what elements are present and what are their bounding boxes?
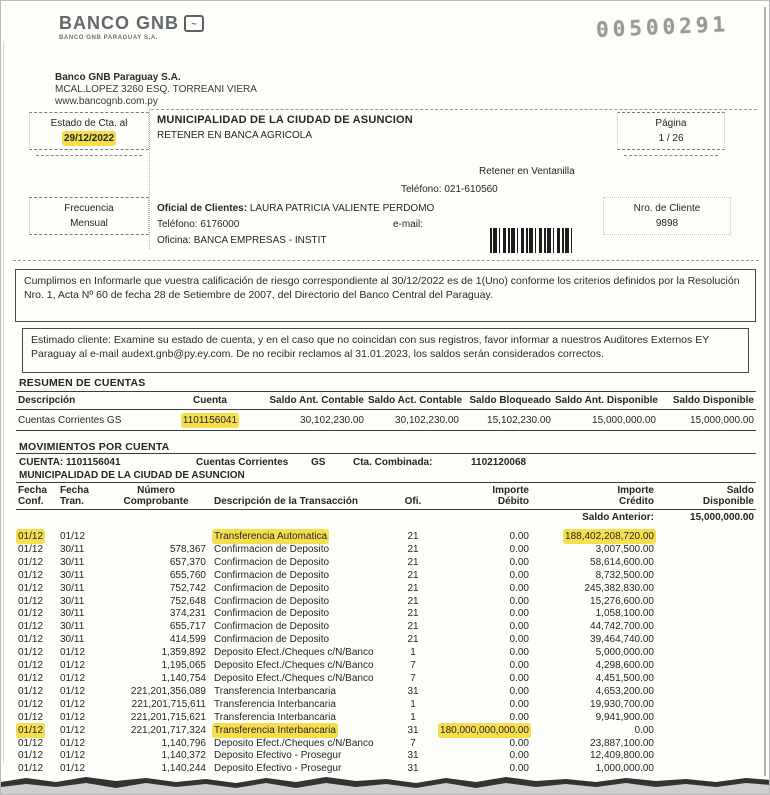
account-officer-value: LAURA PATRICIA VALIENTE PERDOMO — [249, 203, 435, 214]
txn-numero-comprobante: 1,140,372 — [161, 750, 206, 762]
txn-fecha-conf: 01/12 — [18, 621, 44, 633]
txn-importe-debito: 0.00 — [509, 737, 529, 749]
txn-importe-debito: 0.00 — [509, 685, 529, 697]
txn-fecha-conf: 01/12 — [18, 582, 44, 594]
bank-website: www.bancognb.com.py — [55, 96, 158, 107]
txn-descripcion: Transferencia Interbancaria — [214, 698, 336, 710]
col-numero-comprobante: Número Comprobante — [100, 483, 212, 510]
office-value: BANCA EMPRESAS - INSTIT — [193, 235, 327, 246]
movements-account-number: CUENTA: 1101156041 — [19, 457, 121, 468]
txn-importe-credito: 5,000,000.00 — [595, 647, 654, 659]
txn-importe-debito: 0.00 — [509, 711, 529, 723]
txn-numero-comprobante: 221,201,356,089 — [130, 685, 206, 697]
stamped-document-number: 00500291 — [595, 12, 730, 42]
previous-balance-label: Saldo Anterior: — [582, 512, 654, 523]
txn-fecha-tran: 01/12 — [60, 737, 86, 749]
txn-fecha-conf: 01/12 — [18, 660, 44, 672]
summary-saldo-ant-contable: 30,102,230.00 — [300, 415, 364, 426]
officer-phone-value: 6176000 — [200, 219, 240, 230]
summary-account-number: 1101156041 — [182, 415, 238, 426]
txn-numero-comprobante: 578,367 — [169, 543, 206, 555]
summary-saldo-ant-disponible: 15,000,000.00 — [592, 415, 656, 426]
txn-oficina: 21 — [407, 595, 419, 607]
txn-importe-credito: 3,007,500.00 — [595, 543, 654, 555]
summary-account-description: Cuentas Corrientes GS — [18, 415, 122, 426]
scan-left-edge — [3, 41, 4, 764]
txn-descripcion: Confirmacion de Deposito — [214, 569, 330, 581]
txn-importe-credito: 19,930,700.00 — [590, 698, 654, 710]
txn-fecha-tran: 30/11 — [60, 582, 85, 594]
client-number-label: Nro. de Cliente — [633, 203, 701, 214]
movements-title: MOVIMIENTOS POR CUENTA — [19, 441, 170, 453]
summary-saldo-bloqueado: 15,102,230.00 — [487, 415, 551, 426]
txn-fecha-conf: 01/12 — [18, 647, 44, 659]
transaction-row — [16, 647, 756, 660]
transaction-row — [16, 712, 756, 725]
torn-paper-edge — [1, 770, 770, 794]
txn-importe-credito: 8,732,500.00 — [595, 569, 654, 581]
col-oficina: Ofi. — [390, 483, 436, 510]
officer-phone-label: Teléfono: — [157, 219, 198, 230]
col-fecha-conf: Fecha Conf. — [16, 483, 58, 510]
transactions-body — [16, 531, 756, 776]
col-descripcion-transaccion: Descripción de la Transacción — [212, 483, 390, 510]
txn-numero-comprobante: 221,201,715,621 — [130, 711, 206, 723]
summary-row — [16, 410, 756, 431]
txn-importe-credito: 1,000,000.00 — [595, 763, 654, 775]
summary-col-saldo-act-contable: Saldo Act. Contable — [366, 392, 461, 410]
txn-descripcion: Deposito Efectivo - Prosegur — [214, 750, 342, 762]
txn-oficina: 21 — [407, 569, 419, 581]
txn-importe-credito: 4,451,500.00 — [595, 672, 654, 684]
client-number-box — [603, 197, 731, 235]
header-top-rule — [151, 109, 757, 110]
bank-name: Banco GNB Paraguay S.A. — [55, 72, 181, 83]
txn-descripcion: Deposito Efectivo - Prosegur — [214, 763, 342, 775]
txn-importe-credito: 12,409,800.00 — [590, 750, 654, 762]
col-saldo-disponible: Saldo Disponible — [656, 483, 756, 510]
txn-fecha-tran: 01/12 — [60, 685, 86, 697]
office-line — [157, 235, 327, 246]
email-label: e-mail: — [393, 219, 424, 230]
summary-saldo-disponible: 15,000,000.00 — [690, 415, 754, 426]
office-label: Oficina: — [157, 235, 191, 246]
txn-fecha-tran: 30/11 — [60, 621, 85, 633]
txn-fecha-conf: 01/12 — [18, 556, 44, 568]
txn-descripcion: Confirmacion de Deposito — [214, 621, 330, 633]
summary-col-saldo-disponible: Saldo Disponible — [658, 392, 756, 410]
movements-currency: GS — [311, 457, 326, 468]
txn-fecha-conf: 01/12 — [18, 672, 44, 684]
officer-phone-line — [157, 219, 239, 230]
txn-fecha-conf: 01/12 — [18, 750, 44, 762]
txn-oficina: 7 — [410, 660, 416, 672]
txn-importe-credito: 0.00 — [634, 724, 654, 736]
movements-entity-name: MUNICIPALIDAD DE LA CIUDAD DE ASUNCION — [19, 470, 245, 481]
transaction-row — [16, 634, 756, 647]
retener-ventanilla-note: Retener en Ventanilla — [479, 166, 575, 177]
txn-importe-debito: 0.00 — [509, 595, 529, 607]
combined-account-label: Cta. Combinada: — [353, 457, 433, 468]
txn-oficina: 21 — [407, 621, 419, 633]
txn-importe-credito: 4,653,200.00 — [595, 685, 654, 697]
barcode — [490, 228, 574, 253]
transaction-row — [16, 686, 756, 699]
txn-fecha-conf: 01/12 — [18, 685, 44, 697]
txn-importe-credito: 58,614,600.00 — [590, 556, 654, 568]
transaction-row — [16, 557, 756, 570]
txn-oficina: 31 — [407, 750, 419, 762]
previous-balance-value: 15,000,000.00 — [690, 512, 754, 523]
client-name: MUNICIPALIDAD DE LA CIUDAD DE ASUNCION — [157, 114, 413, 126]
summary-col-cuenta: Cuenta — [166, 392, 254, 410]
txn-importe-credito: 9,941,900.00 — [595, 711, 654, 723]
gnb-logo-icon: ~ — [184, 15, 204, 32]
txn-importe-credito: 1,058,100.00 — [595, 608, 654, 620]
txn-importe-debito: 0.00 — [509, 543, 529, 555]
txn-fecha-conf: 01/12 — [18, 543, 44, 555]
txn-fecha-tran: 30/11 — [60, 569, 85, 581]
txn-descripcion: Transferencia Interbancaria — [214, 685, 336, 697]
txn-oficina: 21 — [407, 634, 419, 646]
txn-importe-debito: 0.00 — [509, 698, 529, 710]
transaction-row — [16, 544, 756, 557]
summary-col-saldo-ant-disponible: Saldo Ant. Disponible — [553, 392, 658, 410]
frequency-label: Frecuencia — [64, 203, 114, 214]
client-note: RETENER EN BANCA AGRICOLA — [157, 130, 313, 141]
txn-numero-comprobante: 1,140,796 — [161, 737, 206, 749]
page-number-label: Página — [655, 118, 687, 129]
auditor-notice: Estimado cliente: Examine su estado de cuenta, y en el caso que no coincidan con sus registros, favor informar a nuestros Auditores Externos EY Paraguay al e-mail audext.gnb@py.ey.com. De no recibir reclamos al 31.01.2023, los saldos serán considerados correctos. — [22, 328, 749, 373]
txn-importe-credito: 44,742,700.00 — [590, 621, 654, 633]
txn-importe-credito: 39,464,740.00 — [590, 634, 654, 646]
txn-importe-credito: 23,887,100.00 — [590, 737, 654, 749]
txn-descripcion: Confirmacion de Deposito — [214, 556, 330, 568]
transaction-row — [16, 725, 756, 738]
risk-rating-notice: Cumplimos en Informarle que vuestra calificación de riesgo correspondiente al 30/12/2022 es de 1(Uno) conforme los criterios definidos por la Resolución Nro. 1, Acta Nº 60 de fecha 28 de Setiembre de 2007, del Directorio del Banco Central del Paraguay. — [15, 269, 756, 322]
txn-fecha-tran: 01/12 — [60, 660, 86, 672]
statement-date-value: 29/12/2022 — [63, 133, 115, 144]
txn-fecha-tran: 01/12 — [60, 531, 86, 542]
transactions-header-row — [16, 483, 756, 510]
accounts-summary-table — [16, 391, 756, 431]
txn-importe-debito: 0.00 — [509, 660, 529, 672]
transaction-row — [16, 570, 756, 583]
txn-numero-comprobante: 221,201,717,324 — [130, 724, 206, 736]
summary-col-descripcion: Descripción — [16, 392, 166, 410]
txn-oficina: 21 — [407, 556, 419, 568]
scan-right-edge — [764, 7, 766, 776]
transaction-row — [16, 750, 756, 763]
transaction-row — [16, 673, 756, 686]
txn-numero-comprobante: 1,140,244 — [161, 763, 206, 775]
txn-fecha-tran: 30/11 — [60, 595, 85, 607]
summary-col-saldo-ant-contable: Saldo Ant. Contable — [254, 392, 366, 410]
col-importe-credito: Importe Crédito — [531, 483, 656, 510]
transactions-table — [16, 482, 756, 776]
txn-numero-comprobante: 1,359,892 — [161, 647, 206, 659]
txn-oficina: 21 — [407, 543, 419, 555]
txn-numero-comprobante: 657,370 — [169, 556, 206, 568]
frequency-value: Mensual — [70, 218, 108, 229]
txn-descripcion: Deposito Efect./Cheques c/N/Banco — [214, 660, 374, 672]
txn-fecha-conf: 01/12 — [18, 698, 44, 710]
txn-oficina: 21 — [407, 582, 419, 594]
bank-logo-text: BANCO GNB — [59, 13, 179, 33]
txn-fecha-tran: 01/12 — [60, 647, 86, 659]
txn-descripcion: Transferencia Automatica — [214, 531, 328, 542]
combined-account-value: 1102120068 — [471, 457, 527, 468]
txn-fecha-conf: 01/12 — [18, 608, 44, 620]
txn-numero-comprobante: 414,599 — [169, 634, 206, 646]
txn-descripcion: Transferencia Interbancaria — [214, 724, 336, 736]
txn-importe-debito: 180,000,000,000.00 — [440, 724, 529, 736]
txn-oficina: 21 — [407, 531, 419, 542]
movements-account-type: Cuentas Corrientes — [196, 457, 289, 468]
txn-fecha-conf: 01/12 — [18, 724, 44, 736]
main-phone: Teléfono: 021-610560 — [401, 184, 498, 195]
txn-numero-comprobante: 374,231 — [169, 608, 206, 620]
txn-fecha-conf: 01/12 — [18, 737, 44, 749]
txn-importe-debito: 0.00 — [509, 672, 529, 684]
previous-balance-row — [16, 510, 756, 526]
txn-oficina: 21 — [407, 608, 419, 620]
bank-logo-subtitle: BANCO GNB PARAGUAY S.A. — [59, 35, 159, 41]
statement-date-box — [29, 112, 149, 150]
txn-descripcion: Confirmacion de Deposito — [214, 634, 330, 646]
txn-importe-credito: 15,276,600.00 — [590, 595, 654, 607]
account-officer-label: Oficial de Clientes: — [157, 203, 248, 214]
txn-fecha-tran: 01/12 — [60, 750, 86, 762]
txn-numero-comprobante: 221,201,715,611 — [131, 698, 206, 710]
txn-fecha-conf: 01/12 — [18, 634, 44, 646]
txn-importe-debito: 0.00 — [509, 763, 529, 775]
bank-logo — [59, 13, 204, 41]
transaction-row — [16, 608, 756, 621]
bank-street: MCAL.LOPEZ 3260 ESQ. TORREANI VIERA — [55, 84, 257, 95]
txn-numero-comprobante: 752,742 — [169, 582, 206, 594]
txn-fecha-conf: 01/12 — [18, 531, 44, 542]
txn-importe-credito: 188,402,208,720.00 — [565, 531, 654, 542]
bank-address-block — [55, 72, 257, 108]
transaction-row — [16, 699, 756, 712]
txn-importe-credito: 245,382,830.00 — [584, 582, 654, 594]
txn-importe-debito: 0.00 — [509, 531, 529, 542]
summary-saldo-act-contable: 30,102,230.00 — [395, 415, 459, 426]
txn-oficina: 7 — [410, 672, 416, 684]
txn-numero-comprobante: 1,140,754 — [161, 672, 206, 684]
txn-importe-debito: 0.00 — [509, 556, 529, 568]
statement-date-label: Estado de Cta. al — [50, 118, 128, 129]
txn-fecha-tran: 30/11 — [60, 556, 85, 568]
txn-numero-comprobante: 655,760 — [169, 569, 206, 581]
txn-fecha-tran: 01/12 — [60, 763, 86, 775]
txn-fecha-conf: 01/12 — [18, 595, 44, 607]
txn-importe-debito: 0.00 — [509, 608, 529, 620]
transaction-row — [16, 660, 756, 673]
summary-header-row — [16, 392, 756, 410]
header-vertical-separator — [149, 109, 150, 249]
txn-fecha-tran: 30/11 — [60, 543, 85, 555]
txn-fecha-tran: 01/12 — [60, 711, 86, 723]
txn-fecha-conf: 01/12 — [18, 711, 44, 723]
txn-descripcion: Deposito Efect./Cheques c/N/Banco — [214, 647, 374, 659]
txn-importe-debito: 0.00 — [509, 569, 529, 581]
txn-oficina: 1 — [410, 711, 416, 723]
txn-importe-debito: 0.00 — [509, 647, 529, 659]
txn-oficina: 1 — [410, 647, 416, 659]
txn-fecha-tran: 30/11 — [60, 608, 85, 620]
txn-oficina: 7 — [410, 737, 416, 749]
txn-importe-debito: 0.00 — [509, 582, 529, 594]
txn-descripcion: Deposito Efect./Cheques c/N/Banco — [214, 672, 374, 684]
accounts-summary-title: RESUMEN DE CUENTAS — [19, 377, 146, 389]
txn-importe-debito: 0.00 — [509, 621, 529, 633]
page-number-value: 1 / 26 — [658, 133, 684, 144]
movements-title-rule — [16, 453, 756, 454]
txn-numero-comprobante: 1,195,065 — [161, 660, 206, 672]
summary-col-saldo-bloqueado: Saldo Bloqueado — [461, 392, 553, 410]
txn-fecha-tran: 30/11 — [60, 634, 85, 646]
txn-fecha-conf: 01/12 — [18, 763, 44, 775]
section-divider-dashed — [13, 260, 759, 261]
txn-fecha-tran: 01/12 — [60, 698, 86, 710]
transaction-row — [16, 531, 756, 544]
txn-descripcion: Deposito Efect./Cheques c/N/Banco — [214, 737, 374, 749]
txn-oficina: 31 — [407, 685, 419, 697]
txn-oficina: 31 — [407, 763, 419, 775]
txn-numero-comprobante: 752,648 — [169, 595, 206, 607]
account-officer-line — [157, 203, 434, 214]
txn-fecha-tran: 01/12 — [60, 672, 86, 684]
txn-importe-debito: 0.00 — [509, 750, 529, 762]
transaction-row — [16, 738, 756, 751]
txn-fecha-tran: 01/12 — [60, 724, 86, 736]
transaction-row — [16, 583, 756, 596]
transaction-row — [16, 596, 756, 609]
txn-descripcion: Transferencia Interbancaria — [214, 711, 336, 723]
txn-oficina: 31 — [407, 724, 419, 736]
txn-descripcion: Confirmacion de Deposito — [214, 608, 330, 620]
txn-numero-comprobante: 655,717 — [169, 621, 206, 633]
transaction-row — [16, 621, 756, 634]
col-importe-debito: Importe Débito — [436, 483, 531, 510]
summary-body — [16, 410, 756, 431]
txn-descripcion: Confirmacion de Deposito — [214, 543, 330, 555]
txn-importe-debito: 0.00 — [509, 634, 529, 646]
col-fecha-tran: Fecha Tran. — [58, 483, 100, 510]
txn-descripcion: Confirmacion de Deposito — [214, 595, 330, 607]
txn-fecha-conf: 01/12 — [18, 569, 44, 581]
page-number-box — [617, 112, 725, 150]
txn-importe-credito: 4,298,600.00 — [595, 660, 654, 672]
client-number-value: 9898 — [655, 218, 679, 229]
txn-descripcion: Confirmacion de Deposito — [214, 582, 330, 594]
txn-oficina: 1 — [410, 698, 416, 710]
frequency-box — [29, 197, 149, 235]
